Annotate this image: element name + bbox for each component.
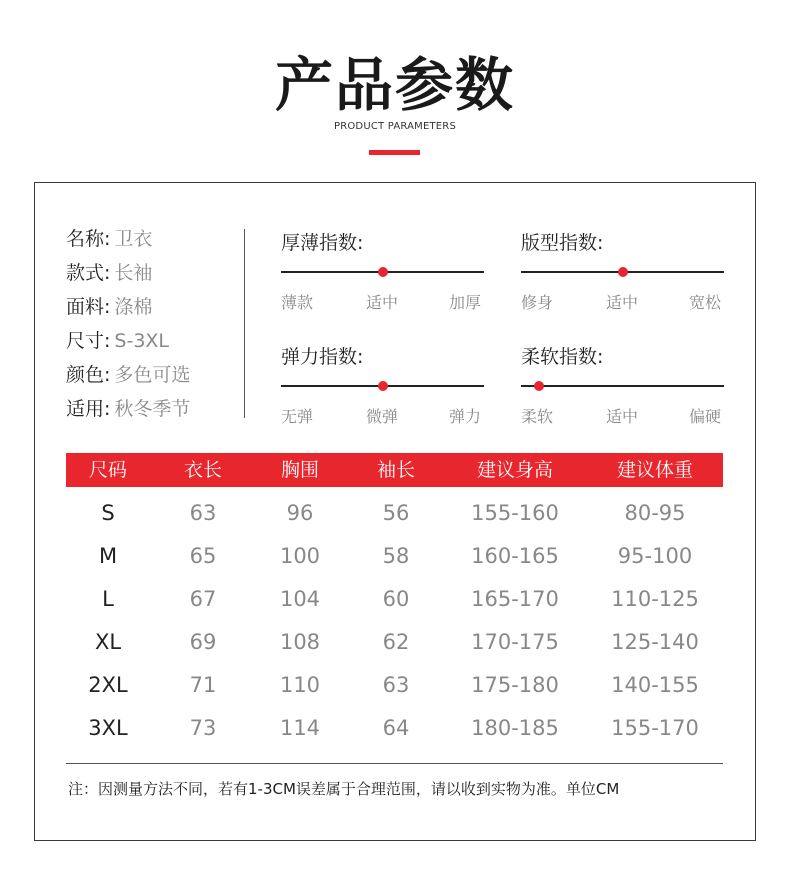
spec-season bbox=[66, 392, 190, 426]
table-cell: 125-140 bbox=[611, 630, 699, 654]
table-cell: 104 bbox=[279, 587, 321, 611]
table-cell: M bbox=[98, 544, 118, 568]
spec-value: S-3XL bbox=[114, 330, 170, 352]
index-level-dot bbox=[618, 267, 628, 277]
col-header-size: 尺码 bbox=[88, 459, 128, 481]
table-cell: 67 bbox=[189, 587, 217, 611]
index-label-low: 柔软 bbox=[521, 407, 554, 426]
spec-value: 秋冬季节 bbox=[114, 398, 191, 420]
table-cell: 2XL bbox=[88, 673, 128, 697]
table-cell: 63 bbox=[382, 673, 410, 697]
table-cell: 140-155 bbox=[611, 673, 699, 697]
size-table-header bbox=[66, 453, 723, 487]
table-cell: 73 bbox=[189, 716, 217, 740]
spec-value: 长袖 bbox=[114, 262, 153, 284]
col-header-sleeve: 袖长 bbox=[376, 459, 416, 481]
table-cell: 160-165 bbox=[471, 544, 559, 568]
page-title: 产品参数 bbox=[274, 51, 515, 119]
table-row bbox=[66, 664, 723, 707]
table-cell: XL bbox=[94, 630, 122, 654]
spec-fabric bbox=[66, 290, 152, 324]
table-cell: 110-125 bbox=[611, 587, 699, 611]
table-cell: 175-180 bbox=[471, 673, 559, 697]
table-row bbox=[66, 492, 723, 535]
table-cell: L bbox=[102, 587, 114, 611]
table-cell: 64 bbox=[382, 716, 410, 740]
table-row bbox=[66, 707, 723, 750]
spec-value: 涤棉 bbox=[114, 296, 153, 318]
table-cell: 60 bbox=[382, 587, 410, 611]
table-cell: 165-170 bbox=[471, 587, 559, 611]
index-label-mid: 适中 bbox=[606, 407, 639, 426]
table-cell: 155-160 bbox=[471, 501, 559, 525]
index-label-high: 加厚 bbox=[449, 293, 482, 312]
table-cell: 63 bbox=[189, 501, 217, 525]
table-cell: 95-100 bbox=[617, 544, 693, 568]
page-subtitle: PRODUCT PARAMETERS bbox=[333, 121, 457, 132]
spec-name bbox=[66, 222, 152, 256]
table-cell: 80-95 bbox=[624, 501, 686, 525]
index-label-high: 弹力 bbox=[449, 407, 482, 426]
spec-label: 颜色: bbox=[66, 364, 111, 386]
spec-divider bbox=[244, 229, 245, 418]
spec-size bbox=[66, 324, 169, 358]
index-title: 柔软指数: bbox=[521, 346, 604, 368]
table-cell: 108 bbox=[279, 630, 321, 654]
table-row bbox=[66, 621, 723, 664]
table-cell: 110 bbox=[279, 673, 321, 697]
index-scale-line bbox=[521, 385, 724, 387]
index-title: 弹力指数: bbox=[281, 346, 364, 368]
spec-label: 名称: bbox=[66, 228, 111, 250]
col-header-height: 建议身高 bbox=[476, 459, 554, 481]
table-cell: 114 bbox=[279, 716, 321, 740]
table-cell: 62 bbox=[382, 630, 410, 654]
table-cell: 155-170 bbox=[611, 716, 699, 740]
col-header-chest: 胸围 bbox=[280, 459, 320, 481]
table-cell: 180-185 bbox=[471, 716, 559, 740]
table-cell: 71 bbox=[189, 673, 217, 697]
spec-value: 多色可选 bbox=[114, 364, 191, 386]
index-label-high: 偏硬 bbox=[689, 407, 722, 426]
spec-style bbox=[66, 256, 152, 290]
index-label-mid: 微弹 bbox=[366, 407, 399, 426]
table-row bbox=[66, 578, 723, 621]
index-label-mid: 适中 bbox=[606, 293, 639, 312]
spec-value: 卫衣 bbox=[114, 228, 153, 250]
table-cell: 56 bbox=[382, 501, 410, 525]
measurement-note: 注：因测量方法不同，若有1-3CM误差属于合理范围，请以收到实物为准。单位CM bbox=[68, 780, 620, 798]
index-label-low: 无弹 bbox=[281, 407, 314, 426]
index-level-dot bbox=[378, 267, 388, 277]
table-cell: 58 bbox=[382, 544, 410, 568]
col-header-weight: 建议体重 bbox=[616, 459, 694, 481]
spec-color bbox=[66, 358, 190, 392]
spec-label: 适用: bbox=[66, 398, 111, 420]
index-label-mid: 适中 bbox=[366, 293, 399, 312]
spec-label: 尺寸: bbox=[66, 330, 111, 352]
index-title: 厚薄指数: bbox=[281, 232, 364, 254]
table-cell: 69 bbox=[189, 630, 217, 654]
table-cell: 3XL bbox=[88, 716, 128, 740]
spec-label: 面料: bbox=[66, 296, 111, 318]
index-label-low: 薄款 bbox=[281, 293, 314, 312]
index-level-dot bbox=[378, 381, 388, 391]
table-cell: 96 bbox=[286, 501, 314, 525]
title-accent-bar bbox=[369, 150, 420, 155]
table-cell: 65 bbox=[189, 544, 217, 568]
table-bottom-divider bbox=[66, 763, 723, 764]
table-cell: 170-175 bbox=[471, 630, 559, 654]
table-cell: S bbox=[101, 501, 115, 525]
index-label-low: 修身 bbox=[521, 293, 554, 312]
col-header-length: 衣长 bbox=[183, 459, 223, 481]
table-cell: 100 bbox=[279, 544, 321, 568]
table-row bbox=[66, 535, 723, 578]
spec-label: 款式: bbox=[66, 262, 111, 284]
index-label-high: 宽松 bbox=[689, 293, 722, 312]
index-title: 版型指数: bbox=[521, 232, 604, 254]
